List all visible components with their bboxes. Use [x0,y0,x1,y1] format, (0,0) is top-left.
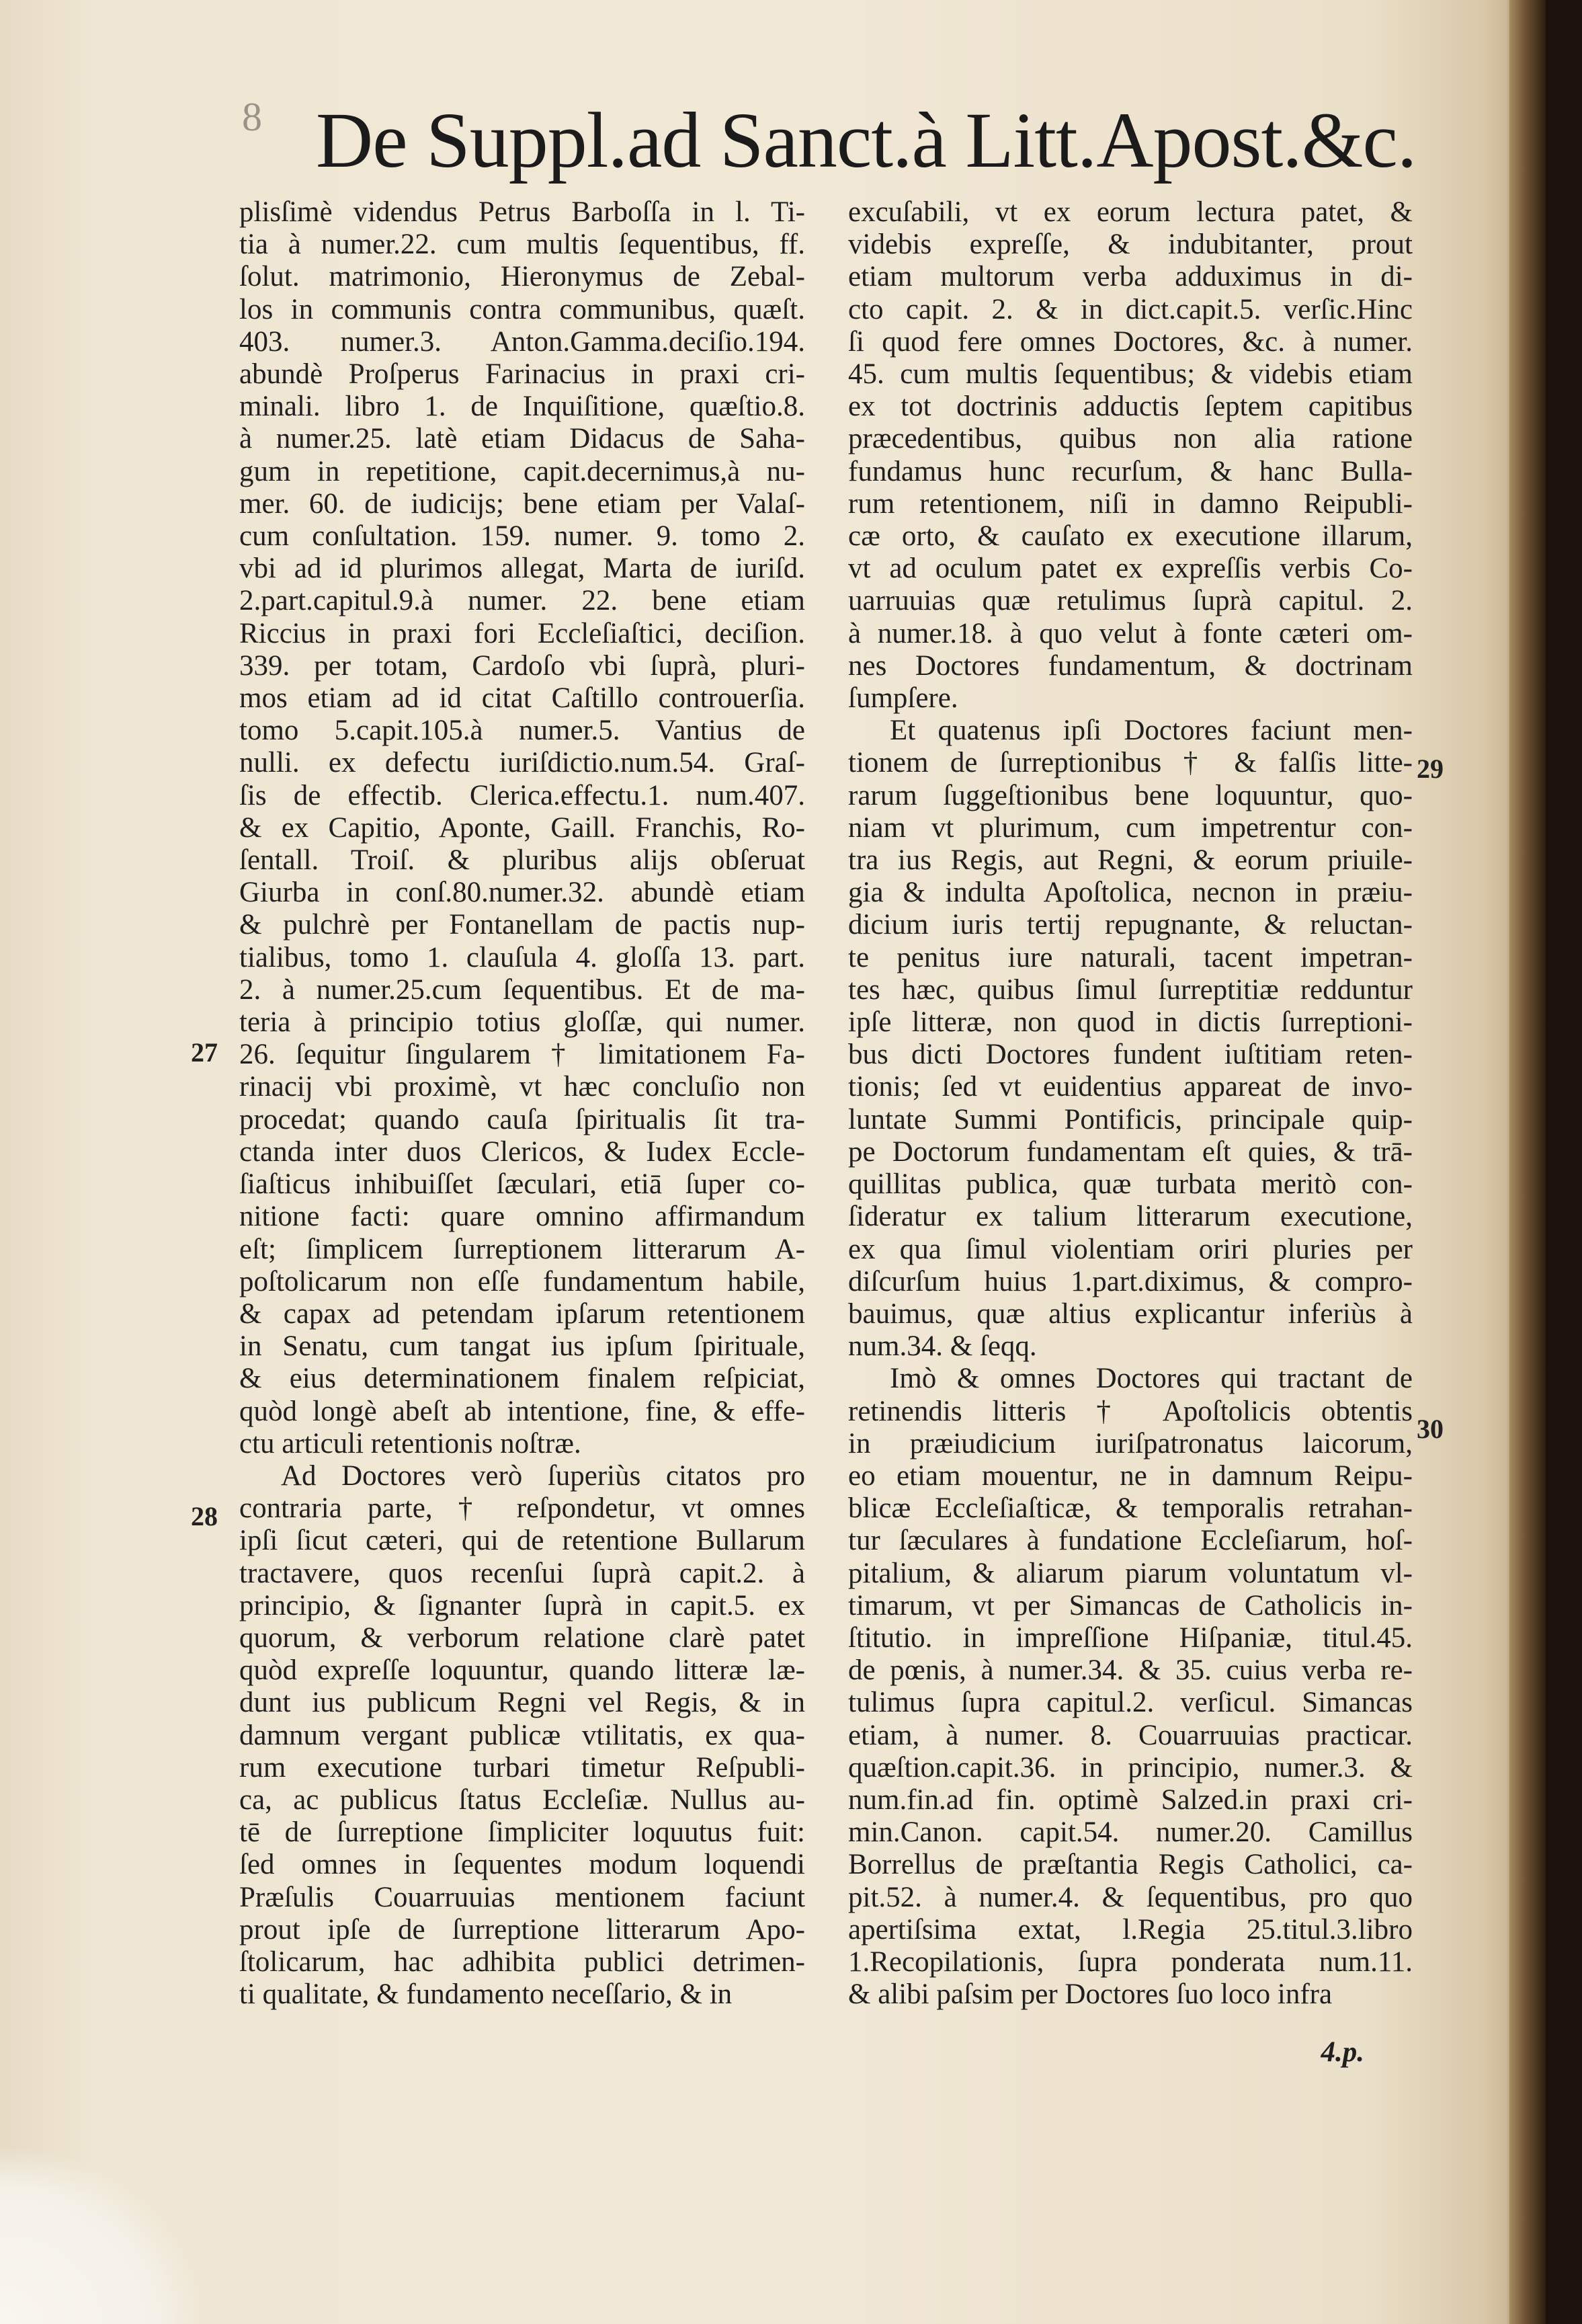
folio-mark: 8 [242,95,262,139]
text-line: à numer.18. à quo velut à fonte cæteri om- [848,617,1413,649]
text-line: rum executione turbari timetur Reſpubli- [239,1751,805,1784]
text-line: eo etiam mouentur, ne in damnum Reipu- [848,1459,1413,1492]
text-line: tia à numer.22. cum multis ſequentibus, ff. [239,229,805,261]
text-line: Ad Doctores verò ſuperiùs citatos pro [281,1459,805,1492]
text-line: de pœnis, à numer.34. & 35. cuius verba re- [848,1654,1413,1687]
text-line: luntate Summi Pontificis, principale quip- [848,1103,1413,1135]
text-line: abundè Proſperus Farinacius in praxi cri- [239,358,805,391]
text-line: quòd expreſſe loquuntur, quando litteræ læ- [239,1654,805,1687]
torn-corner [0,2149,202,2324]
text-line: ſiaſticus inhibuiſſet ſæculari, etiā ſuper co- [239,1168,805,1201]
text-line: ſis de effectib. Clerica.effectu.1. num.407. [239,779,805,811]
text-line: cæ orto, & cauſato ex executione illarum, [848,520,1413,553]
text-line: videbis expreſſe, & indubitanter, prout [848,229,1413,261]
text-line: pitalium, & aliarum piarum voluntatum vl- [848,1557,1413,1589]
text-line: ſtolicarum, hac adhibita publici detrimen- [239,1946,805,1978]
text-line: bus dicti Doctores fundent iuſtitiam reten- [848,1039,1413,1071]
text-line: vt ad oculum patet ex expreſſis verbis Co- [848,553,1413,585]
text-line: tomo 5.capit.105.à numer.5. Vantius de [239,715,805,747]
text-line: contraria parte, † reſpondetur, vt omnes [239,1492,805,1525]
text-line: uarruuias quæ retulimus ſuprà capitul. 2. [848,585,1413,617]
text-line: prout ipſe de ſurreptione litterarum Apo- [239,1913,805,1946]
text-line: fundamus hunc recurſum, & hanc Bulla- [848,455,1413,487]
text-line: pe Doctorum fundamentam eſt quies, & trā- [848,1135,1413,1168]
margin-number-27: 27 [191,1037,218,1068]
text-line: cum conſultation. 159. numer. 9. tomo 2. [239,520,805,553]
text-line: quòd longè abeſt ab intentione, fine, & effe- [239,1395,805,1427]
text-line: teria à principio totius gloſſæ, qui numer. [239,1006,805,1039]
text-line: tionem de ſurreptionibus † & falſis litte- [848,747,1413,779]
text-line: ſi quod fere omnes Doctores, &c. à numer. [848,325,1413,358]
text-line: nes Doctores fundamentum, & doctrinam [848,649,1413,682]
text-line: Giurba in conſ.80.numer.32. abundè etiam [239,877,805,909]
text-line: rum retentionem, niſi in damno Reipubli- [848,487,1413,520]
text-line: pit.52. à numer.4. & ſequentibus, pro quo [848,1881,1413,1913]
text-line: Imò & omnes Doctores qui tractant de [890,1363,1413,1395]
text-line: num.fin.ad fin. optimè Salzed.in praxi cri- [848,1784,1413,1816]
text-line: tra ius Regis, aut Regni, & eorum priuile- [848,844,1413,877]
text-line: in præiudicium iuriſpatronatus laicorum, [848,1427,1413,1459]
text-line: 339. per totam, Cardoſo vbi ſuprà, pluri- [239,649,805,682]
text-line: à numer.25. latè etiam Didacus de Saha- [239,423,805,455]
text-line: bauimus, quæ altius explicantur inferiùs à [848,1297,1413,1330]
text-line: ctanda inter duos Clericos, & Iudex Eccle- [239,1135,805,1168]
text-line: ti qualitate, & fundamento neceſſario, & in [239,1978,733,2011]
text-line: Riccius in praxi fori Eccleſiaſtici, deciſion. [239,617,805,649]
text-line: minali. libro 1. de Inquiſitione, quæſtio.8. [239,391,805,423]
text-line: dunt ius publicum Regni vel Regis, & in [239,1687,805,1719]
text-line: blicæ Eccleſiaſticæ, & temporalis retrahan- [848,1492,1413,1525]
text-line: tes hæc, quibus ſimul ſurreptitiæ redduntur [848,973,1413,1006]
text-line: 1.Recopilationis, ſupra ponderata num.11. [848,1946,1413,1978]
text-line: ctu articuli retentionis noſtræ. [239,1427,581,1459]
text-line: 2.part.capitul.9.à numer. 22. bene etiam [239,585,805,617]
text-line: nulli. ex defectu iuriſdictio.num.54. Graſ- [239,747,805,779]
text-line: excuſabili, vt ex eorum lectura patet, & [848,196,1413,228]
text-line: ca, ac publicus ſtatus Eccleſiæ. Nullus au- [239,1784,805,1816]
page-edge [1509,0,1546,2324]
margin-number-29: 29 [1417,754,1444,784]
text-line: ipſi ſicut cæteri, qui de retentione Bullarum [239,1525,805,1557]
text-line: poſtolicarum non eſſe fundamentum habile, [239,1265,805,1297]
text-line: Præſulis Couarruuias mentionem faciunt [239,1881,805,1913]
text-line: & ex Capitio, Aponte, Gaill. Franchis, Ro- [239,811,805,844]
text-line: tur ſæculares à fundatione Eccleſiarum, hoſ- [848,1525,1413,1557]
text-line: timarum, vt per Simancas de Catholicis in- [848,1589,1413,1621]
text-line: vbi ad id plurimos allegat, Marta de iuriſd. [239,553,805,585]
text-line: mos etiam ad id citat Caſtillo controuerſia. [239,682,805,715]
text-line: ſolut. matrimonio, Hieronymus de Zebal- [239,261,805,293]
text-line: tē de ſurreptione ſimpliciter loquutus fuit: [239,1816,805,1849]
text-line: gum in repetitione, capit.decernimus,à nu- [239,455,805,487]
text-line: tulimus ſupra capitul.2. verſicul. Simancas [848,1687,1413,1719]
text-line: etiam multorum verba adduximus in di- [848,261,1413,293]
text-line: gia & indulta Apoſtolica, necnon in præiu- [848,877,1413,909]
text-line: te penitus iure naturali, tacent impetran- [848,941,1413,973]
text-line: tionis; ſed vt euidentius appareat de invo- [848,1071,1413,1103]
text-line: in Senatu, cum tangat ius ipſum ſpirituale, [239,1330,805,1363]
text-line: ſumpſere. [848,682,958,715]
text-line: apertiſsima extat, l.Regia 25.titul.3.libro [848,1913,1413,1946]
text-line: quorum, & verborum relatione clarè patet [239,1621,805,1654]
text-line: ex tot doctrinis adductis ſeptem capitibus [848,391,1413,423]
text-line: ex qua ſimul violentiam oriri pluries per [848,1233,1413,1265]
text-line: 26. ſequitur ſingularem † limitationem Fa- [239,1039,805,1071]
text-line: ſentall. Troiſ. & pluribus alijs obſeruat [239,844,805,877]
margin-number-30: 30 [1417,1414,1444,1444]
text-line: ipſe litteræ, non quod in dictis ſurreptioni- [848,1006,1413,1039]
right-text-column [848,196,1413,2011]
text-line: procedat; quando cauſa ſpiritualis ſit tra- [239,1103,805,1135]
text-line: diſcurſum huius 1.part.diximus, & compro- [848,1265,1413,1297]
text-line: Borrellus de præſtantia Regis Catholici, ca- [848,1849,1413,1881]
text-line: damnum vergant publicæ vtilitatis, ex qua- [239,1719,805,1751]
text-line: min.Canon. capit.54. numer.20. Camillus [848,1816,1413,1849]
text-line: præcedentibus, quibus non alia ratione [848,423,1413,455]
text-line: & alibi paſsim per Doctores ſuo loco infra [848,1978,1333,2011]
text-line: quillitas publica, quæ turbata meritò con- [848,1168,1413,1201]
left-text-column [239,196,805,2011]
text-line: ſed omnes in ſequentes modum loquendi [239,1849,805,1881]
text-line: num.34. & ſeqq. [848,1330,1037,1363]
text-line: quæſtion.capit.36. in principio, numer.3. & [848,1751,1413,1784]
text-line: plisſimè videndus Petrus Barboſſa in l. Ti- [239,196,805,228]
text-line: los in communis contra communibus, quæſt. [239,293,805,325]
text-line: ſtitutio. in impreſſione Hiſpaniæ, titul.45. [848,1621,1413,1654]
text-line: tialibus, tomo 1. clauſula 4. gloſſa 13. part. [239,941,805,973]
text-line: ſideratur ex talium litterarum executione, [848,1201,1413,1233]
text-line: principio, & ſignanter ſuprà in capit.5. ex [239,1589,805,1621]
text-line: eſt; ſimplicem ſurreptionem litterarum A- [239,1233,805,1265]
text-line: tractavere, quos recenſui ſuprà capit.2. à [239,1557,805,1589]
text-line: & capax ad petendam ipſarum retentionem [239,1297,805,1330]
text-line: etiam, à numer. 8. Couarruuias practicar. [848,1719,1413,1751]
running-header: De Suppl.ad Sanct.à Litt.Apost.&c. [316,96,1417,184]
text-line: retinendis litteris † Apoſtolicis obtentis [848,1395,1413,1427]
text-line: niam vt plurimum, cum impetrentur con- [848,811,1413,844]
text-line: 45. cum multis ſequentibus; & videbis etiam [848,358,1413,391]
text-line: rinacij vbi proximè, vt hæc concluſio non [239,1071,805,1103]
text-line: mer. 60. de iudicijs; bene etiam per Valaſ- [239,487,805,520]
text-line: 2. à numer.25.cum ſequentibus. Et de ma- [239,973,805,1006]
text-line: 403. numer.3. Anton.Gamma.deciſio.194. [239,325,805,358]
text-line: Et quatenus ipſi Doctores faciunt men- [890,715,1413,747]
text-line: cto capit. 2. & in dict.capit.5. verſic.Hinc [848,293,1413,325]
margin-number-28: 28 [191,1501,218,1531]
text-line: nitione facti: quare omnino affirmandum [239,1201,805,1233]
text-line: dicium iuris tertij repugnante, & reluctan- [848,909,1413,941]
catchword: 4.p. [1321,2036,1364,2068]
text-line: & eius determinationem finalem reſpiciat, [239,1363,805,1395]
text-line: rarum ſuggeſtionibus bene loquuntur, quo- [848,779,1413,811]
text-line: & pulchrè per Fontanellam de pactis nup- [239,909,805,941]
